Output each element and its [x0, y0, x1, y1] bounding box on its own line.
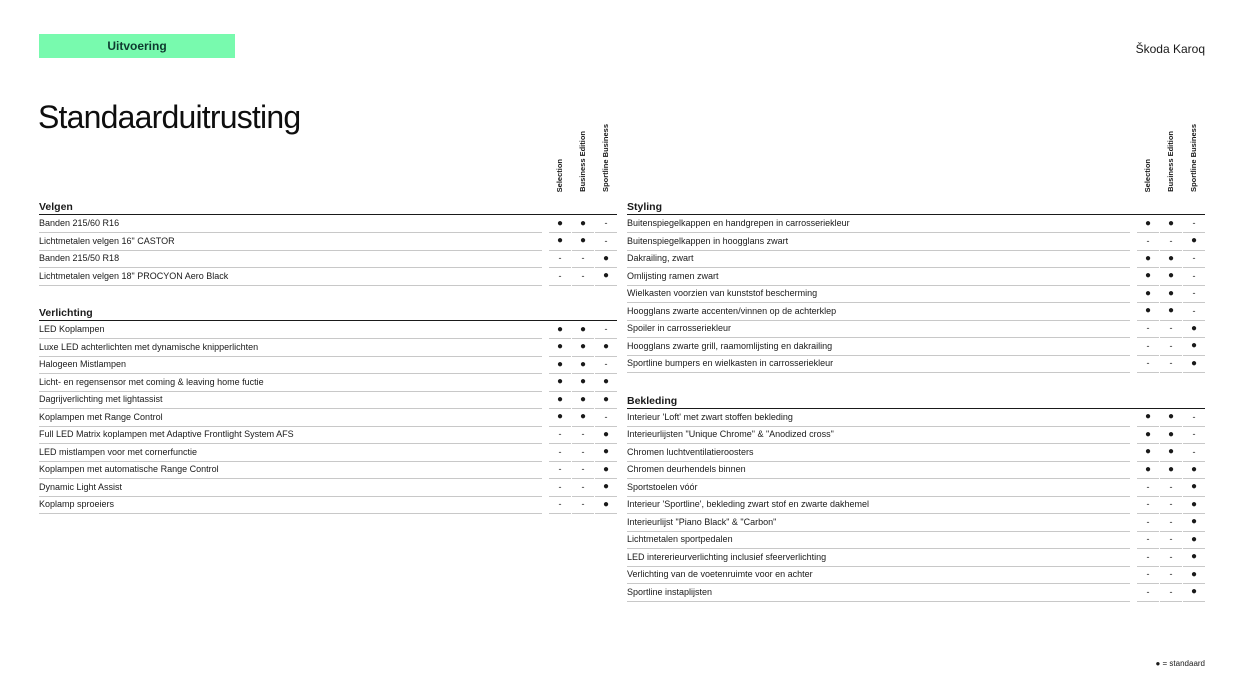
feature-label: Hoogglans zwarte grill, raamomlijsting en dakrailing [627, 337, 1130, 356]
feature-label: Koplampen met Range Control [39, 408, 542, 427]
availability-cell: ● [549, 356, 571, 375]
section-title: Styling [627, 196, 1205, 215]
table-row [627, 250, 1205, 268]
availability-cell: - [572, 426, 594, 445]
availability-cell: - [1137, 478, 1159, 497]
column-header-selection: Selection [554, 158, 564, 192]
feature-label: Wielkasten voorzien van kunststof bescherming [627, 285, 1130, 304]
table-row [627, 514, 1205, 532]
table-row [39, 321, 617, 339]
availability-cell: ● [1160, 267, 1182, 286]
feature-label: Dynamic Light Assist [39, 478, 542, 497]
feature-label: Halogeen Mistlampen [39, 356, 542, 375]
table-row [627, 584, 1205, 602]
availability-cell: - [595, 215, 617, 234]
availability-cell: - [1160, 337, 1182, 356]
availability-cell: - [549, 426, 571, 445]
availability-cell: - [1160, 478, 1182, 497]
right-panel [627, 122, 1205, 618]
table-row [39, 250, 617, 268]
availability-cell: - [1183, 408, 1205, 427]
page-title: Standaarduitrusting [38, 99, 301, 136]
feature-label: Lichtmetalen velgen 18" PROCYON Aero Black [39, 267, 542, 286]
feature-label: Interieurlijsten "Unique Chrome" & "Anodized cross" [627, 426, 1130, 445]
availability-cell: - [1137, 531, 1159, 550]
availability-cell: ● [1183, 513, 1205, 532]
availability-cell: - [572, 461, 594, 480]
feature-label: Licht- en regensensor met coming & leaving home fuctie [39, 373, 542, 392]
feature-label: Omlijsting ramen zwart [627, 267, 1130, 286]
table-row [39, 409, 617, 427]
availability-cell: ● [572, 321, 594, 340]
availability-cell: ● [1183, 583, 1205, 602]
availability-cell: ● [1183, 478, 1205, 497]
availability-cell: - [549, 496, 571, 515]
availability-cell: - [595, 408, 617, 427]
availability-cell: ● [595, 443, 617, 462]
table-row [627, 215, 1205, 233]
availability-cell: - [1137, 548, 1159, 567]
feature-label: Chromen deurhendels binnen [627, 461, 1130, 480]
feature-label: Sportline instaplijsten [627, 583, 1130, 602]
table-row [627, 303, 1205, 321]
availability-cell: - [1137, 320, 1159, 339]
availability-cell: - [1160, 355, 1182, 374]
column-headers [627, 122, 1205, 196]
feature-label: Interieur 'Loft' met zwart stoffen bekleding [627, 408, 1130, 427]
availability-cell: ● [1160, 215, 1182, 234]
brand-name: Škoda Karoq [1135, 42, 1205, 56]
availability-cell: - [1183, 426, 1205, 445]
feature-label: Buitenspiegelkappen in hoogglans zwart [627, 232, 1130, 251]
feature-label: Banden 215/50 R18 [39, 250, 542, 269]
section-velgen [39, 196, 617, 285]
availability-cell: - [1160, 496, 1182, 515]
availability-cell: ● [549, 408, 571, 427]
feature-label: Luxe LED achterlichten met dynamische knipperlichten [39, 338, 542, 357]
availability-cell: ● [549, 373, 571, 392]
feature-label: Lichtmetalen sportpedalen [627, 531, 1130, 550]
availability-cell: ● [595, 373, 617, 392]
table-row [39, 391, 617, 409]
table-row [39, 426, 617, 444]
table-row [39, 444, 617, 462]
column-header-sportline-business: Sportline Business [600, 124, 610, 192]
availability-cell: - [1137, 355, 1159, 374]
availability-cell: - [1183, 443, 1205, 462]
feature-label: Sportline bumpers en wielkasten in carrosseriekleur [627, 355, 1130, 374]
availability-cell: - [595, 232, 617, 251]
section-styling [627, 196, 1205, 373]
availability-cell: - [1160, 232, 1182, 251]
feature-label: Chromen luchtventilatieroosters [627, 443, 1130, 462]
availability-cell: - [549, 267, 571, 286]
table-row [39, 461, 617, 479]
availability-cell: ● [572, 232, 594, 251]
availability-cell: ● [1160, 426, 1182, 445]
availability-cell: ● [572, 391, 594, 410]
availability-cell: - [549, 443, 571, 462]
availability-cell: ● [1183, 548, 1205, 567]
table-row [627, 285, 1205, 303]
table-row [39, 233, 617, 251]
availability-cell: - [595, 321, 617, 340]
availability-cell: - [1137, 232, 1159, 251]
availability-cell: - [1160, 583, 1182, 602]
table-row [627, 479, 1205, 497]
availability-cell: ● [1183, 337, 1205, 356]
availability-cell: - [1183, 285, 1205, 304]
availability-cell: ● [595, 461, 617, 480]
availability-cell: - [572, 250, 594, 269]
table-row [627, 461, 1205, 479]
table-row [39, 215, 617, 233]
availability-cell: ● [1160, 302, 1182, 321]
feature-label: LED Koplampen [39, 321, 542, 340]
availability-cell: ● [1137, 461, 1159, 480]
section-bekleding [627, 390, 1205, 602]
availability-cell: ● [1137, 267, 1159, 286]
availability-cell: ● [595, 391, 617, 410]
feature-label: Interieurlijst "Piano Black" & "Carbon" [627, 513, 1130, 532]
availability-cell: - [1183, 302, 1205, 321]
table-row [39, 268, 617, 286]
feature-label: Lichtmetalen velgen 16" CASTOR [39, 232, 542, 251]
availability-cell: ● [572, 338, 594, 357]
availability-cell: - [549, 250, 571, 269]
availability-cell: ● [572, 373, 594, 392]
availability-cell: - [1137, 566, 1159, 585]
table-row [39, 496, 617, 514]
feature-label: Dakrailing, zwart [627, 250, 1130, 269]
availability-cell: - [549, 461, 571, 480]
availability-cell: ● [572, 356, 594, 375]
feature-label: Full LED Matrix koplampen met Adaptive Frontlight System AFS [39, 426, 542, 445]
availability-cell: ● [1160, 250, 1182, 269]
table-row [39, 356, 617, 374]
table-row [627, 496, 1205, 514]
availability-cell: - [1137, 496, 1159, 515]
availability-cell: ● [1137, 285, 1159, 304]
availability-cell: ● [595, 478, 617, 497]
availability-cell: - [1160, 531, 1182, 550]
availability-cell: - [1137, 583, 1159, 602]
availability-cell: ● [1183, 566, 1205, 585]
availability-cell: - [572, 478, 594, 497]
section-title: Verlichting [39, 302, 617, 321]
availability-cell: - [1183, 267, 1205, 286]
availability-cell: - [1160, 513, 1182, 532]
availability-cell: ● [595, 426, 617, 445]
column-header-business-edition: Business Edition [577, 131, 587, 192]
availability-cell: ● [1160, 408, 1182, 427]
availability-cell: ● [1137, 302, 1159, 321]
availability-cell: ● [1183, 496, 1205, 515]
table-row [627, 549, 1205, 567]
table-row [627, 268, 1205, 286]
availability-cell: ● [1160, 443, 1182, 462]
availability-cell: ● [1137, 443, 1159, 462]
table-row [39, 339, 617, 357]
feature-label: Spoiler in carrosseriekleur [627, 320, 1130, 339]
availability-cell: ● [1160, 285, 1182, 304]
feature-label: Sportstoelen vóór [627, 478, 1130, 497]
availability-cell: ● [1183, 531, 1205, 550]
column-header-sportline-business: Sportline Business [1188, 124, 1198, 192]
availability-cell: - [572, 267, 594, 286]
availability-cell: - [1183, 250, 1205, 269]
feature-label: Verlichting van de voetenruimte voor en achter [627, 566, 1130, 585]
table-row [627, 320, 1205, 338]
table-row [627, 409, 1205, 427]
availability-cell: ● [1183, 461, 1205, 480]
availability-cell: ● [549, 232, 571, 251]
feature-label: Koplamp sproeiers [39, 496, 542, 515]
availability-cell: ● [595, 338, 617, 357]
feature-label: Dagrijverlichting met lightassist [39, 391, 542, 410]
availability-cell: ● [1137, 426, 1159, 445]
availability-cell: ● [1160, 461, 1182, 480]
table-row [627, 426, 1205, 444]
column-header-business-edition: Business Edition [1165, 131, 1175, 192]
availability-cell: ● [1183, 320, 1205, 339]
feature-label: LED mistlampen voor met cornerfunctie [39, 443, 542, 462]
availability-cell: ● [549, 391, 571, 410]
availability-cell: - [1160, 320, 1182, 339]
legend-footnote: ● = standaard [1155, 659, 1205, 668]
availability-cell: ● [595, 267, 617, 286]
table-row [39, 479, 617, 497]
feature-label: Hoogglans zwarte accenten/vinnen op de achterklep [627, 302, 1130, 321]
table-row [627, 566, 1205, 584]
availability-cell: ● [549, 338, 571, 357]
availability-cell: ● [1183, 232, 1205, 251]
section-verlichting [39, 302, 617, 514]
availability-cell: ● [572, 408, 594, 427]
availability-cell: ● [1137, 408, 1159, 427]
table-row [627, 355, 1205, 373]
availability-cell: ● [1137, 250, 1159, 269]
availability-cell: ● [572, 215, 594, 234]
column-header-selection: Selection [1142, 158, 1152, 192]
availability-cell: - [1160, 548, 1182, 567]
availability-cell: ● [1137, 215, 1159, 234]
table-row [627, 444, 1205, 462]
availability-cell: - [1160, 566, 1182, 585]
availability-cell: ● [549, 215, 571, 234]
availability-cell: ● [595, 496, 617, 515]
availability-cell: - [572, 443, 594, 462]
table-row [627, 338, 1205, 356]
feature-label: Buitenspiegelkappen en handgrepen in carrosseriekleur [627, 215, 1130, 234]
availability-cell: - [1183, 215, 1205, 234]
feature-label: Interieur 'Sportline', bekleding zwart stof en zwarte dakhemel [627, 496, 1130, 515]
availability-cell: - [572, 496, 594, 515]
availability-cell: ● [1183, 355, 1205, 374]
left-panel [39, 122, 617, 531]
availability-cell: ● [549, 321, 571, 340]
availability-cell: ● [595, 250, 617, 269]
section-title: Velgen [39, 196, 617, 215]
table-row [627, 531, 1205, 549]
section-tag: Uitvoering [39, 34, 235, 58]
table-row [627, 233, 1205, 251]
feature-label: LED intererieurverlichting inclusief sfeerverlichting [627, 548, 1130, 567]
column-headers [39, 122, 617, 196]
availability-cell: - [549, 478, 571, 497]
availability-cell: - [1137, 513, 1159, 532]
table-row [39, 374, 617, 392]
availability-cell: - [1137, 337, 1159, 356]
feature-label: Banden 215/60 R16 [39, 215, 542, 234]
feature-label: Koplampen met automatische Range Control [39, 461, 542, 480]
section-title: Bekleding [627, 390, 1205, 409]
availability-cell: - [595, 356, 617, 375]
